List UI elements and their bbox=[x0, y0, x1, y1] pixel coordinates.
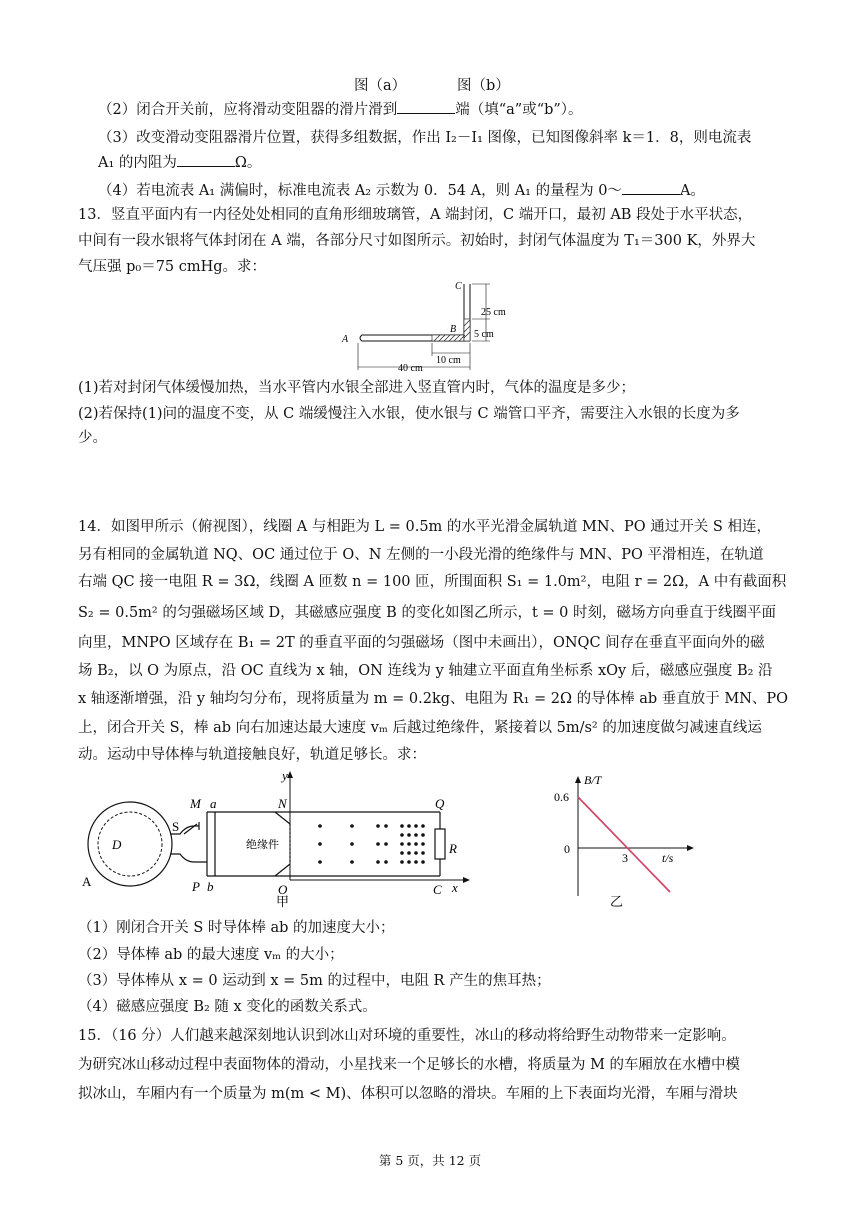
label-a: A bbox=[342, 334, 349, 345]
label-o: O bbox=[278, 882, 288, 897]
answer-blank[interactable] bbox=[177, 152, 235, 167]
label-q: Q bbox=[435, 796, 445, 811]
q13-sub2-line1: (2)若保持(1)问的温度不变，从 C 端缓慢注入水银，使水银与 C 端管口平齐，需要注入水银的长度为多 bbox=[78, 406, 740, 422]
q12-part3-line2: A₁ 的内阻为 Ω。 bbox=[98, 152, 261, 173]
q14-sub2: （2）导体棒 ab 的最大速度 vₘ 的大小； bbox=[78, 947, 344, 963]
b-t-line bbox=[578, 797, 670, 892]
x-axis-label: t/s bbox=[662, 851, 674, 865]
q14-sub3: （3）导体棒从 x = 0 运动到 x = 5m 的过程中，电阻 R 产生的焦耳热； bbox=[78, 973, 551, 989]
q13-sub2-line2: 少。 bbox=[78, 430, 107, 446]
label-s: S bbox=[172, 819, 180, 834]
origin-label: 0 bbox=[564, 842, 570, 856]
q14-figure-jia bbox=[80, 768, 480, 908]
dim-10cm: 10 cm bbox=[436, 355, 461, 366]
q14-stem-line4: S₂ = 0.5m² 的匀强磁场区域 D，其磁感应强度 B 的变化如图乙所示，t = 0 时刻，磁场方向垂直于线圈平面 bbox=[78, 605, 776, 621]
dim-5cm: 5 cm bbox=[474, 329, 494, 340]
q14-stem-line1: 14．如图甲所示（俯视图），线圈 A 与相距为 L = 0.5m 的水平光滑金属轨道 MN、PO 通过开关 S 相连， bbox=[78, 519, 771, 535]
label-c: C bbox=[455, 282, 462, 292]
q14-stem-line2: 另有相同的金属轨道 NQ、OC 通过位于 O、N 左侧的一小段光滑的绝缘件与 MN、PO 平滑相连，在轨道 bbox=[78, 547, 764, 563]
label-y-axis: y bbox=[282, 768, 288, 783]
label-m: M bbox=[190, 796, 201, 811]
label-x-axis: x bbox=[452, 880, 458, 895]
q15-stem-line2: 为研究冰山移动过程中表面物体的滑动，小星找来一个足够长的水槽，将质量为 M 的车厢放在水槽中模 bbox=[78, 1057, 741, 1073]
q15-stem-line1: 15．（16 分）人们越来越深刻地认识到冰山对环境的重要性，冰山的移动将给野生动物带来一定影响。 bbox=[78, 1028, 736, 1044]
caption-jia: 甲 bbox=[276, 894, 290, 908]
label-p: P bbox=[192, 879, 200, 894]
x-tick-3: 3 bbox=[622, 851, 628, 865]
q15-stem-line3: 拟冰山，车厢内有一个质量为 m(m < M)、体积可以忽略的滑块。车厢的上下表面均光滑，车厢与滑块 bbox=[78, 1086, 738, 1102]
q12-part3-line1: （3）改变滑动变阻器滑片位置，获得多组数据，作出 I₂－I₁ 图像，已知图像斜率 k＝1．8，则电流表 bbox=[98, 130, 752, 146]
q14-sub4: （4）磁感应强度 B₂ 随 x 变化的函数关系式。 bbox=[78, 999, 377, 1015]
label-r: R bbox=[449, 841, 457, 856]
q14-stem-line8: 上，闭合开关 S，棒 ab 向右加速达最大速度 vₘ 后越过绝缘件，紧接着以 5m/s² 的加速度做匀减速直线运 bbox=[78, 720, 762, 736]
q13-stem-line3: 气压强 p₀＝75 cmHg。求： bbox=[78, 259, 267, 275]
label-b: B bbox=[450, 324, 457, 335]
page-footer: 第 5 页，共 12 页 bbox=[378, 1153, 482, 1168]
label-d: D bbox=[112, 837, 122, 852]
label-coil-a: A bbox=[82, 874, 92, 889]
q14-stem-line6: 场 B₂，以 O 为原点，沿 OC 直线为 x 轴，ON 连线为 y 轴建立平面直角坐标系 xOy 后，磁感应强度 B₂ 沿 bbox=[78, 663, 773, 679]
dim-25cm: 25 cm bbox=[481, 307, 506, 318]
label-a-rod: a bbox=[210, 796, 217, 811]
answer-blank[interactable] bbox=[397, 99, 455, 114]
label-n: N bbox=[278, 796, 287, 811]
q14-stem-line3: 右端 QC 接一电阻 R = 3Ω，线圈 A 匝数 n = 100 匝，所围面积 S₁ = 1.0m²，电阻 r = 2Ω，A 中有截面积 bbox=[78, 574, 787, 590]
label-c: C bbox=[433, 882, 442, 897]
q14-figure-yi bbox=[550, 768, 710, 908]
q12-part2: （2）闭合开关前，应将滑动变阻器的滑片滑到 端（填“a”或“b”）。 bbox=[98, 99, 583, 120]
q13-sub1: (1)若对封闭气体缓慢加热，当水平管内水银全部进入竖直管内时，气体的温度是多少； bbox=[78, 380, 636, 396]
label-b-rod: b bbox=[207, 879, 214, 894]
figure-caption-a: 图（a） bbox=[354, 78, 407, 94]
dim-40cm: 40 cm bbox=[398, 363, 423, 374]
answer-blank[interactable] bbox=[622, 180, 680, 195]
q14-stem-line9: 动。运动中导体棒与轨道接触良好，轨道足够长。求： bbox=[78, 747, 426, 763]
caption-yi: 乙 bbox=[610, 894, 624, 908]
q14-sub1: （1）刚闭合开关 S 时导体棒 ab 的加速度大小； bbox=[78, 920, 395, 936]
y-tick-0.6: 0.6 bbox=[554, 790, 569, 804]
q13-stem-line2: 中间有一段水银将气体封闭在 A 端，各部分尺寸如图所示。初始时，封闭气体温度为 T₁＝300 K，外界大 bbox=[78, 233, 756, 249]
q13-stem-line1: 13．竖直平面内有一内径处处相同的直角形细玻璃管，A 端封闭，C 端开口，最初 AB 段处于水平状态， bbox=[78, 207, 753, 223]
y-axis-label: B/T bbox=[584, 773, 602, 787]
figure-caption-b: 图（b） bbox=[457, 78, 510, 94]
q14-stem-line5: 向里，MNPO 区域存在 B₁ = 2T 的垂直平面的匀强磁场（图中未画出），ONQC 间存在垂直平面向外的磁 bbox=[78, 635, 765, 651]
q13-tube-figure bbox=[340, 282, 530, 374]
label-insulator: 绝缘件 bbox=[246, 839, 279, 851]
q14-stem-line7: x 轴逐渐增强，沿 y 轴均匀分布，现将质量为 m = 0.2kg、电阻为 R₁ = 2Ω 的导体棒 ab 垂直放于 MN、PO bbox=[78, 691, 789, 707]
q12-part4: （4）若电流表 A₁ 满偏时，标准电流表 A₂ 示数为 0．54 A，则 A₁ 的量程为 0～ A。 bbox=[98, 180, 705, 201]
